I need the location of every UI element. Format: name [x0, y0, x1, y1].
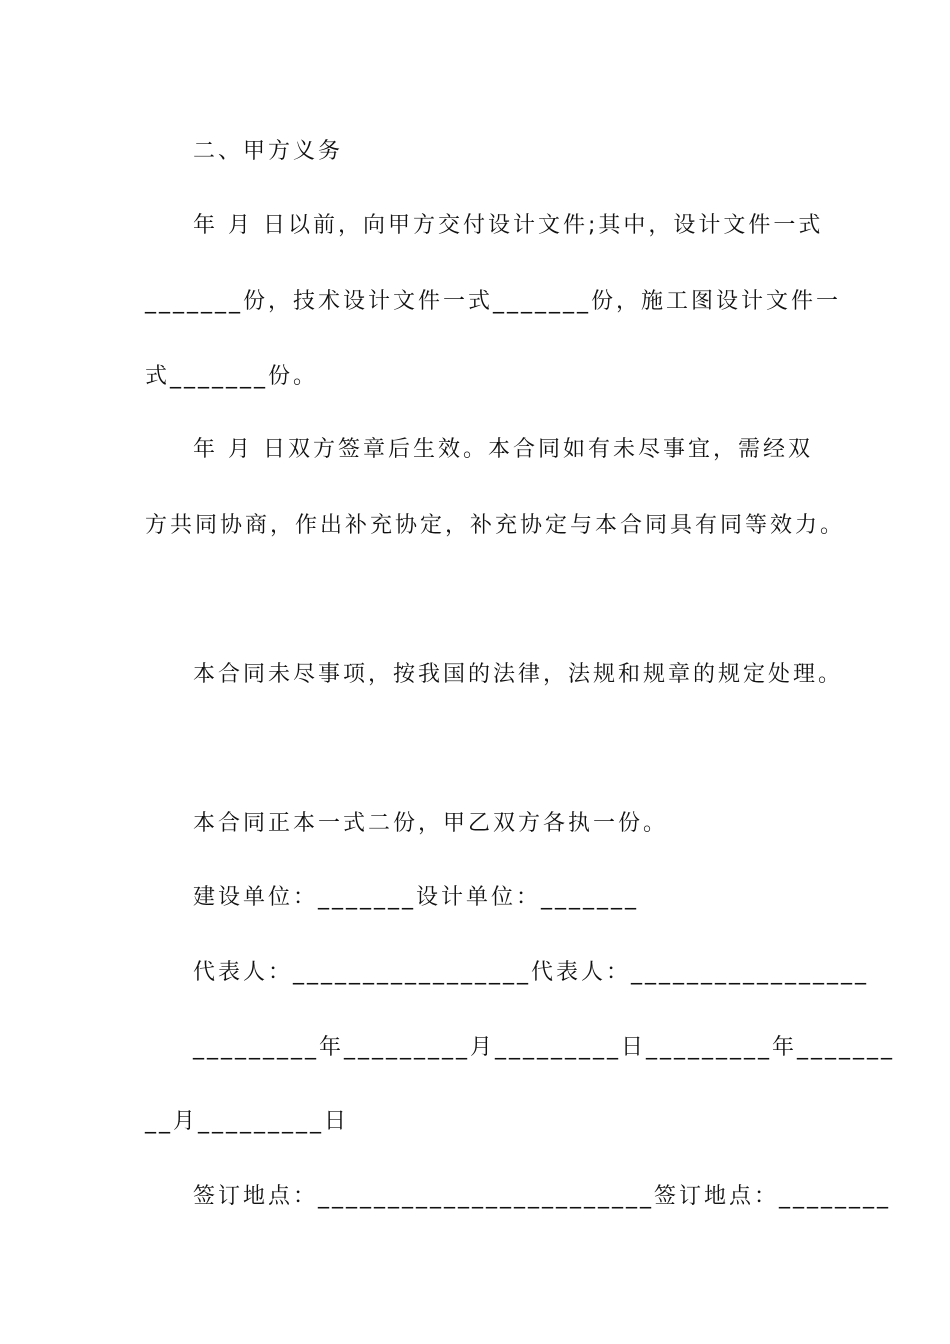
section-heading: 二、甲方义务 [193, 139, 344, 164]
paragraph-3: 本合同未尽事项，按我国的法律，法规和规章的规定处理。 [193, 662, 844, 687]
signature-units: 建设单位：_______设计单位：_______ [193, 885, 640, 910]
signature-dates-line-2: __月_________日 [145, 1109, 350, 1134]
paragraph-1-line-3: 式_______份。 [145, 364, 319, 389]
signature-dates-line-1: _________年_________月_________日_________年_______ [193, 1035, 896, 1060]
paragraph-1-line-1: 年 月 日以前，向甲方交付设计文件;其中，设计文件一式 [193, 213, 824, 238]
paragraph-4: 本合同正本一式二份，甲乙双方各执一份。 [193, 811, 669, 836]
paragraph-2-line-1: 年 月 日双方签章后生效。本合同如有未尽事宜，需经双 [193, 437, 813, 462]
signature-representatives: 代表人：_________________代表人：_________________ [193, 960, 870, 985]
paragraph-1-line-2: _______份，技术设计文件一式_______份，施工图设计文件一 [145, 289, 842, 314]
paragraph-2-line-2: 方共同协商，作出补充协定，补充协定与本合同具有同等效力。 [145, 513, 846, 538]
signature-locations: 签订地点：________________________签订地点：________ [193, 1184, 892, 1209]
